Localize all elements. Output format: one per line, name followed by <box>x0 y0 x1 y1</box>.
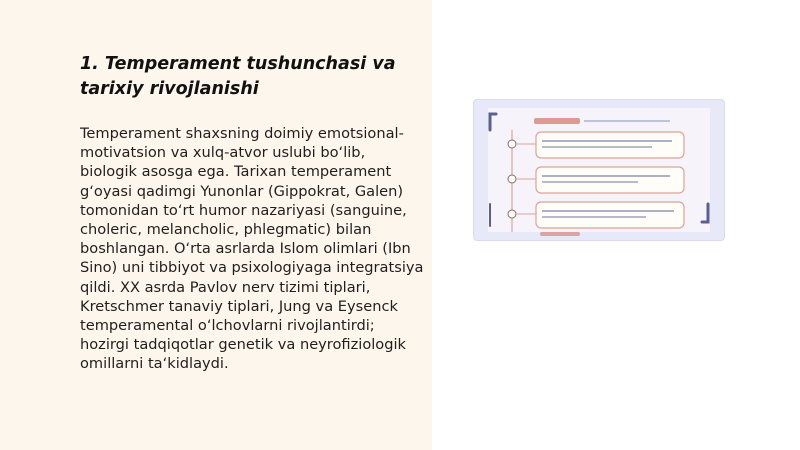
timeline-card-2 <box>536 167 684 193</box>
slide-body-text: Temperament shaxsning doimiy emotsional-motivatsion va xulq-atvor uslubi bo‘lib, biologik asosga ega. Tarixan temperament g‘oyasi qadimgi Yunonlar (Gippokrat, Galen) tomonidan to‘rt humor nazariyasi (sanguine, choleric, melancholic, phlegmatic) bilan boshlangan. O‘rta asrlarda Islom olimlari (Ibn Sino) uni tibbiyot va psixologiyaga integratsiya qildi. XX asrda Pavlov nerv tizimi tiplari, Kretschmer tanaviy tiplari, Jung va Eysenck temperamental o‘lchovlarni rivojlantirdi; hozirgi tadqiqotlar genetik va neyrofiziologik omillarni ta‘kidlaydi. <box>80 125 424 373</box>
slide-title: 1. Temperament tushunchasi va tarixiy rivojlanishi <box>80 54 396 99</box>
timeline-node-3 <box>508 210 516 218</box>
timeline-node-1 <box>508 140 516 148</box>
timeline-diagram-image <box>474 100 724 240</box>
timeline-card-1 <box>536 132 684 158</box>
timeline-diagram-graphic <box>474 100 724 240</box>
timeline-card-3 <box>536 202 684 228</box>
diagram-heading-line <box>584 120 670 122</box>
diagram-heading-mark <box>534 118 580 124</box>
card-1-line-1 <box>542 140 672 142</box>
card-1-line-2 <box>542 146 652 148</box>
card-3-line-2 <box>542 216 646 218</box>
timeline-node-2 <box>508 175 516 183</box>
diagram-footer-mark <box>540 232 580 236</box>
card-3-line-1 <box>542 210 674 212</box>
card-2-line-2 <box>542 181 638 183</box>
card-2-line-1 <box>542 175 670 177</box>
